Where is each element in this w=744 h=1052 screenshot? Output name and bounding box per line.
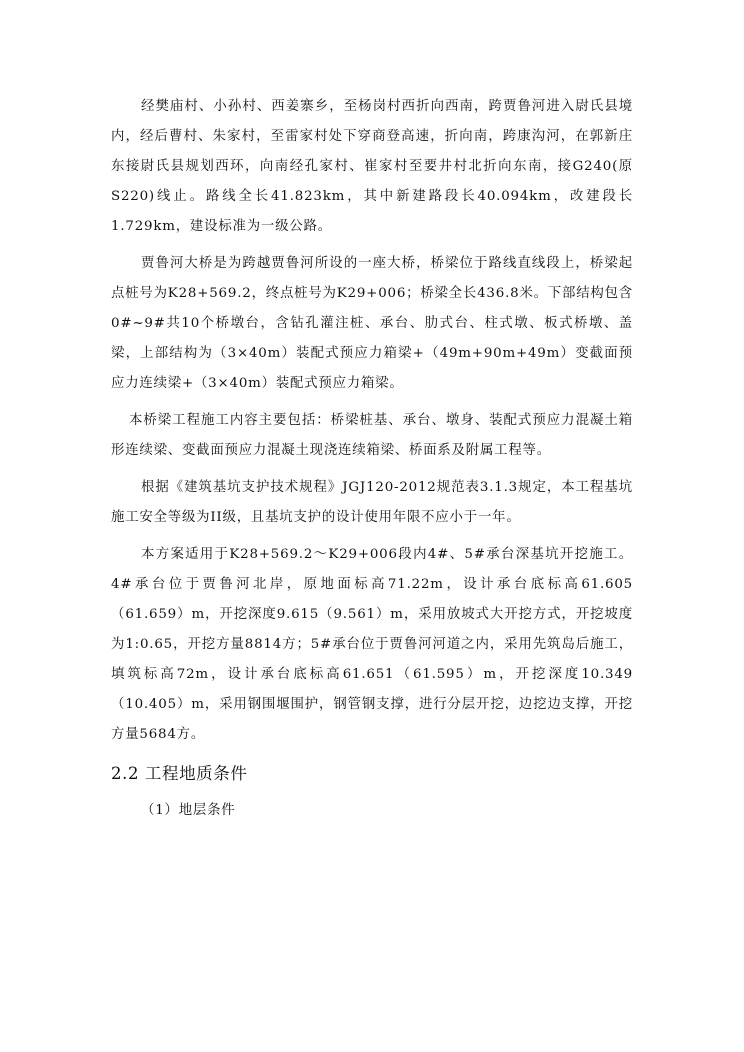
paragraph-bridge-overview: 贾鲁河大桥是为跨越贾鲁河所设的一座大桥，桥梁位于路线直线段上，桥梁起点桩号为K28+569.2，终点桩号为K29+006；桥梁全长436.8米。下部结构包含0#~9#共10个桥墩台，含钻孔灌注桩、承台、肋式台、柱式墩、板式桥墩、盖梁，上部结构为（3×40m）装配式预应力箱梁+（49m+90m+49m）变截面预应力连续梁+（3×40m）装配式预应力箱梁。 — [111, 256, 633, 391]
paragraph-safety-grade: 根据《建筑基坑支护技术规程》JGJ120-2012规范表3.1.3规定，本工程基坑施工安全等级为II级，且基坑支护的设计使用年限不应小于一年。 — [111, 480, 633, 525]
subsection-heading: （1）地层条件 — [141, 803, 236, 818]
document-body — [111, 92, 633, 826]
paragraph-route-description: 经樊庙村、小孙村、西姜寨乡，至杨岗村西折向西南，跨贾鲁河进入尉氏县境内，经后曹村、朱家村，至雷家村处下穿商登高速，折向南，跨康沟河，在郭新庄东接尉氏县规划西环，向南经孔家村、崔家村至要井村北折向东南，接G240(原S220)线止。路线全长41.823km，其中新建路段长40.094km，改建段长1.729km，建设标准为一级公路。 — [111, 99, 633, 234]
section-heading: 2.2 工程地质条件 — [111, 764, 248, 783]
paragraph-construction-scope: 本桥梁工程施工内容主要包括：桥梁桩基、承台、墩身、装配式预应力混凝土箱形连续梁、变截面预应力混凝土现浇连续箱梁、桥面系及附属工程等。 — [111, 413, 633, 458]
paragraph-excavation-plan: 本方案适用于K28+569.2～K29+006段内4#、5#承台深基坑开挖施工。4#承台位于贾鲁河北岸，原地面标高71.22m，设计承台底标高61.605（61.659）m，开挖深度9.615（9.561）m，采用放坡式大开挖方式，开挖坡度为1:0.65，开挖方量8814方；5#承台位于贾鲁河河道之内，采用先筑岛后施工，填筑标高72m，设计承台底标高61.651（61.595）m，开挖深度10.349（10.405）m，采用钢围堰围护，钢管钢支撑，进行分层开挖，边挖边支撑，开挖方量5684方。 — [111, 547, 633, 742]
